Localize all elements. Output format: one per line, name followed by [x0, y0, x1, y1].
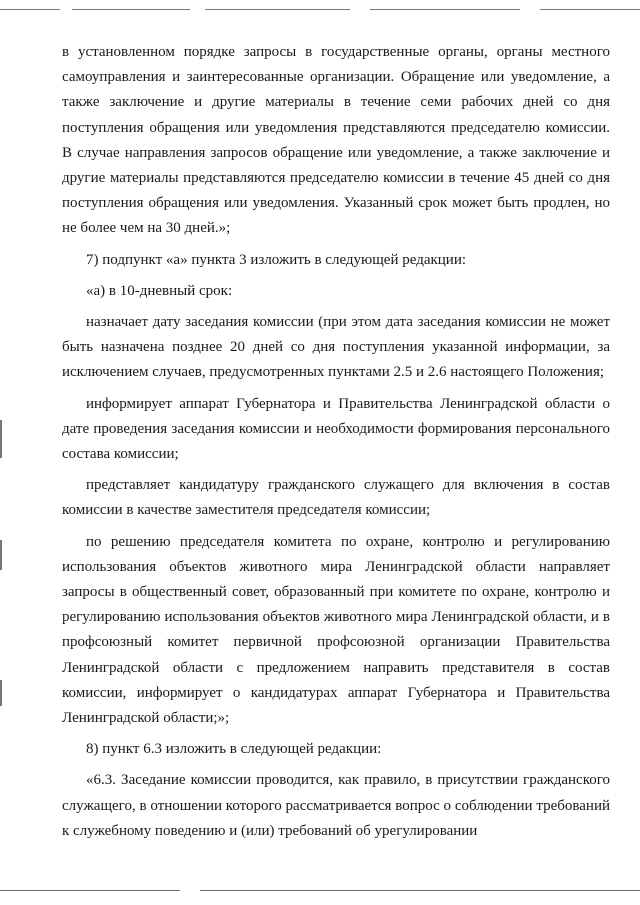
- scan-border-top: [0, 9, 640, 10]
- paragraph: 7) подпункт «а» пункта 3 изложить в следующей редакции:: [86, 251, 467, 268]
- paragraph: в установленном порядке запросы в государственные органы, органы местного самоуправления и заинтересованные организации. Обращение или уведомление, а также заключение и другие материалы в течение семи рабочих дней со дня поступления обращения или уведомления представляются председателю комиссии. В случае направления запросов обращение или уведомление, а также заключение и другие материалы представляются председателю комиссии в течение 45 дней со дня поступления обращения или уведомления. Указанный срок может быть продлен, но не более чем на 30 дней.»;: [62, 44, 610, 237]
- paragraph: «а) в 10-дневный срок:: [86, 282, 233, 299]
- paragraph: представляет кандидатуру гражданского служащего для включения в состав комиссии в качестве заместителя председателя комиссии;: [62, 477, 610, 519]
- paragraph: 8) пункт 6.3 изложить в следующей редакции:: [86, 741, 382, 758]
- scan-margin-mark: [0, 540, 2, 570]
- paragraph: «6.3. Заседание комиссии проводится, как правило, в присутствии гражданского служащего, в отношении которого рассматривается вопрос о соблюдении требований к служебному поведению и (или) требований об урегулировании: [62, 772, 610, 839]
- scan-margin-mark: [0, 680, 2, 706]
- document-body: [62, 40, 610, 844]
- paragraph: по решению председателя комитета по охране, контролю и регулированию использования объектов животного мира Ленинградской области направляет запросы в общественный совет, образованный при комитете по охране, контролю и регулированию использования объектов животного мира Ленинградской области, и в профсоюзный комитет первичной профсоюзной организации Правительства Ленинградской области с предложением направить представителя в состав комиссии, информирует о кандидатурах аппарат Губернатора и Правительства Ленинградской области;»;: [62, 533, 610, 727]
- paragraph: информирует аппарат Губернатора и Правительства Ленинградской области о дате проведения заседания комиссии и необходимости формирования персонального состава комиссии;: [62, 395, 610, 463]
- scan-margin-mark: [0, 420, 2, 458]
- paragraph: назначает дату заседания комиссии (при этом дата заседания комиссии не может быть назначена позднее 20 дней со дня поступления указанной информации, за исключением случаев, предусмотренных пунктами 2.5 и 2.6 настоящего Положения;: [62, 314, 610, 381]
- scan-border-bottom: [0, 890, 640, 891]
